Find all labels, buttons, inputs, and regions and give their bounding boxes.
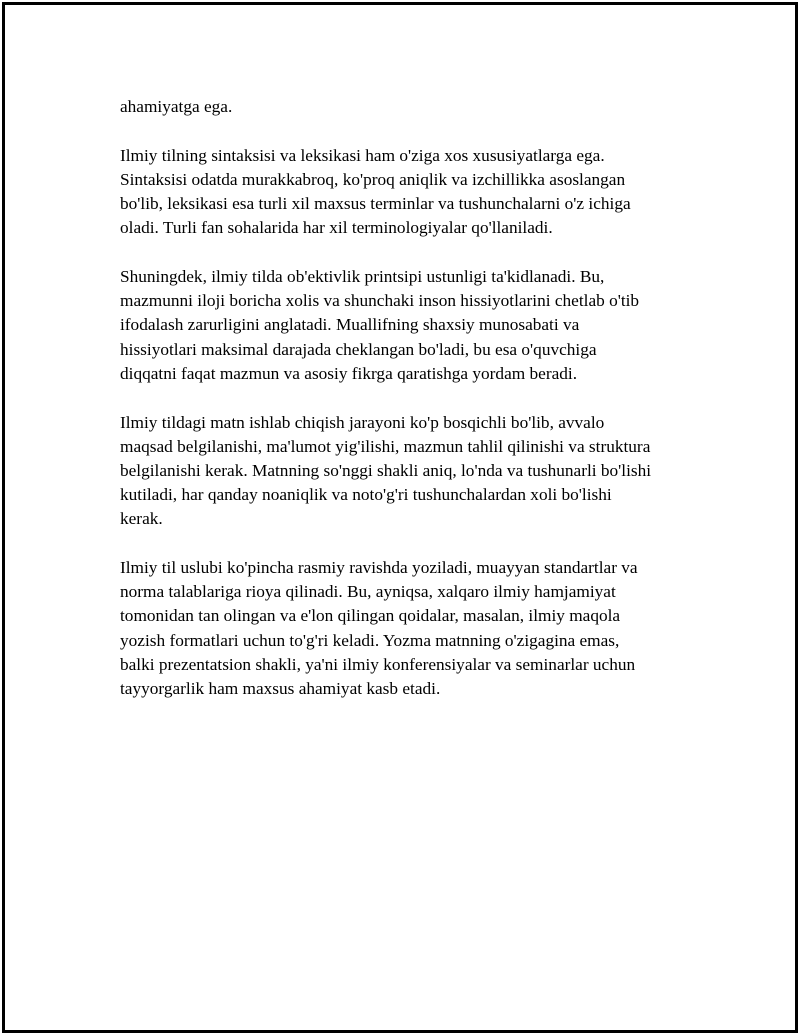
paragraph-continuation: ahamiyatga ega. bbox=[120, 97, 233, 116]
document-page bbox=[2, 2, 798, 1033]
paragraph-text-development: Ilmiy tildagi matn ishlab chiqish jarayoni ko'p bosqichli bo'lib, avvalo maqsad belgilanishi, ma'lumot yig'ilishi, mazmun tahlil qilinishi va struktura belgilanishi kerak. Matnning so'nggi shakli aniq, lo'nda va tushunarli bo'lishi kutiladi, har qanday noaniqlik va noto'g'ri tushunchalardan xoli bo'lishi kerak. bbox=[120, 412, 652, 529]
paragraph-syntax-lexicon: Ilmiy tilning sintaksisi va leksikasi ham o'ziga xos xususiyatlarga ega. Sintaksisi odatda murakkabroq, ko'proq aniqlik va izchillikka asoslangan bo'lib, leksikasi esa turli xil maxsus terminlar va tushunchalarni o'z ichiga oladi. Turli fan sohalarida har xil terminologiyalar qo'llaniladi. bbox=[120, 145, 631, 238]
paragraph-objectivity: Shuningdek, ilmiy tilda ob'ektivlik printsipi ustunligi ta'kidlanadi. Bu, mazmunni iloji boricha xolis va shunchaki inson hissiyotlarini chetlab o'tib ifodalash zarurligini anglatadi. Muallifning shaxsiy munosabati va hissiyotlari maksimal darajada cheklangan bo'ladi, bu esa o'quvchiga diqqatni faqat mazmun va asosiy fikrga qaratishga yordam beradi. bbox=[120, 267, 640, 383]
document-body bbox=[120, 95, 680, 726]
paragraph-formal-style: Ilmiy til uslubi ko'pincha rasmiy ravishda yoziladi, muayyan standartlar va norma talablariga rioya qilinadi. Bu, ayniqsa, xalqaro ilmiy hamjamiyat tomonidan tan olingan va e'lon qilingan qoidalar, masalan, ilmiy maqola yozish formatlari uchun to'g'ri keladi. Yozma matnning o'zigagina emas, balki prezentatsion shakli, ya'ni ilmiy konferensiyalar va seminarlar uchun tayyorgarlik ham maxsus ahamiyat kasb etadi. bbox=[120, 558, 638, 699]
